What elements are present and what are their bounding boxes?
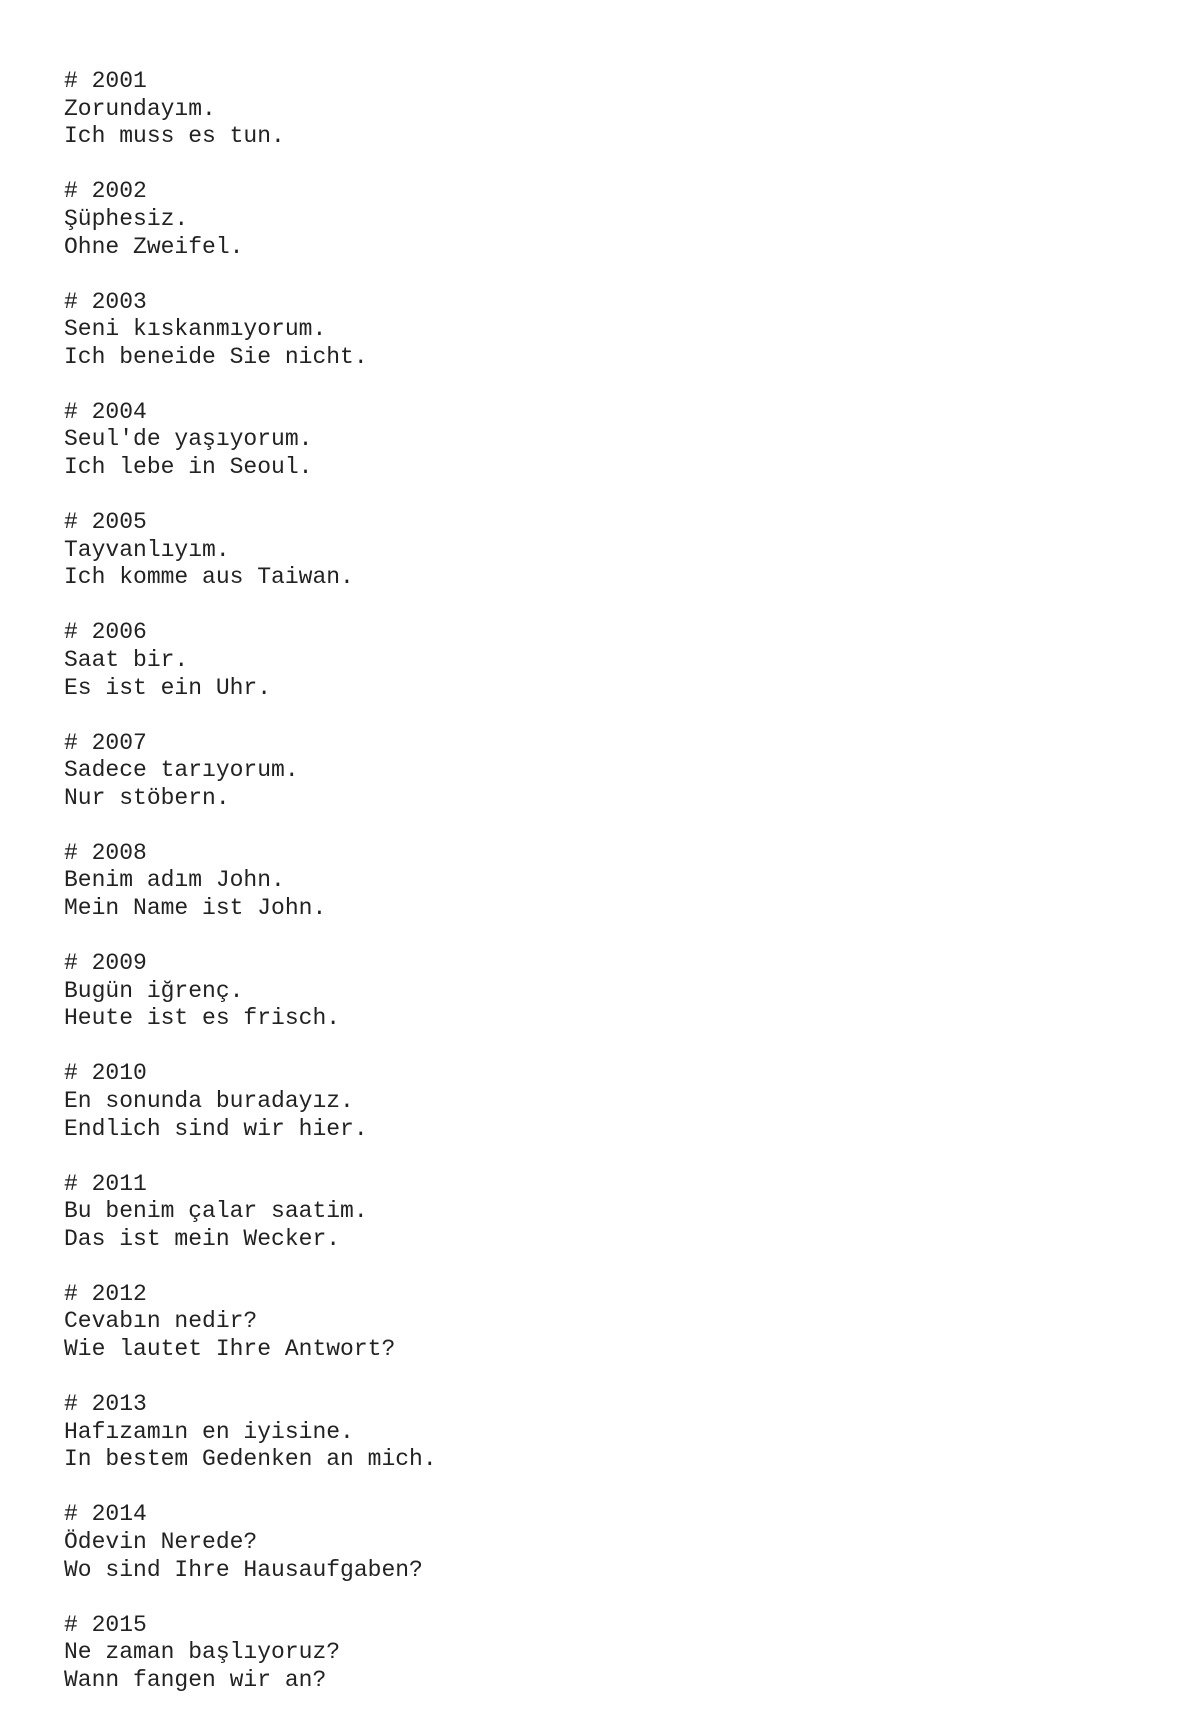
german-sentence: Ich muss es tun. xyxy=(64,123,285,150)
entry-number: # 2010 xyxy=(64,1060,147,1087)
entry-number: # 2011 xyxy=(64,1170,147,1197)
german-sentence: Wann fangen wir an? xyxy=(64,1666,327,1693)
entry-number: # 2008 xyxy=(64,839,147,866)
turkish-sentence: Tayvanlıyım. xyxy=(64,536,230,563)
german-sentence: Ohne Zweifel. xyxy=(64,233,244,260)
turkish-sentence: Seul'de yaşıyorum. xyxy=(64,426,313,453)
turkish-sentence: En sonunda buradayız. xyxy=(64,1087,354,1114)
german-sentence: Ich beneide Sie nicht. xyxy=(64,343,368,370)
german-sentence: Ich komme aus Taiwan. xyxy=(64,564,354,591)
german-sentence: Nur stöbern. xyxy=(64,784,230,811)
entry-number: # 2004 xyxy=(64,398,147,425)
document-page xyxy=(64,68,1164,1722)
german-sentence: Heute ist es frisch. xyxy=(64,1005,341,1032)
german-sentence: Mein Name ist John. xyxy=(64,895,327,922)
entry-number: # 2006 xyxy=(64,619,147,646)
entry-number: # 2015 xyxy=(64,1611,147,1638)
phrase-entry xyxy=(64,1612,1164,1695)
german-sentence: Das ist mein Wecker. xyxy=(64,1225,341,1252)
entry-number: # 2009 xyxy=(64,950,147,976)
phrase-entry xyxy=(64,399,1164,482)
phrase-entry xyxy=(64,950,1164,1033)
turkish-sentence: Bugün iğrenç. xyxy=(64,977,244,1004)
turkish-sentence: Benim adım John. xyxy=(64,867,285,894)
turkish-sentence: Seni kıskanmıyorum. xyxy=(64,316,327,343)
phrase-entry xyxy=(64,1060,1164,1143)
german-sentence: Wie lautet Ihre Antwort? xyxy=(64,1336,396,1363)
german-sentence: Es ist ein Uhr. xyxy=(64,674,272,701)
phrase-entry xyxy=(64,68,1164,151)
turkish-sentence: Sadece tarıyorum. xyxy=(64,757,299,784)
german-sentence: Wo sind Ihre Hausaufgaben? xyxy=(64,1556,423,1583)
entry-number: # 2005 xyxy=(64,509,147,535)
entry-number: # 2007 xyxy=(64,729,147,756)
turkish-sentence: Zorundayım. xyxy=(64,95,216,122)
german-sentence: Endlich sind wir hier. xyxy=(64,1115,368,1142)
turkish-sentence: Cevabın nedir? xyxy=(64,1308,258,1335)
phrase-entry xyxy=(64,619,1164,702)
german-sentence: Ich lebe in Seoul. xyxy=(64,454,313,481)
phrase-entry xyxy=(64,509,1164,592)
german-sentence: In bestem Gedenken an mich. xyxy=(64,1446,437,1473)
phrase-entry xyxy=(64,730,1164,813)
entry-number: # 2013 xyxy=(64,1391,147,1417)
entry-number: # 2014 xyxy=(64,1501,147,1528)
phrase-entry xyxy=(64,840,1164,923)
turkish-sentence: Ödevin Nerede? xyxy=(64,1528,258,1555)
entry-number: # 2001 xyxy=(64,68,147,94)
turkish-sentence: Hafızamın en iyisine. xyxy=(64,1418,354,1445)
entry-number: # 2002 xyxy=(64,178,147,205)
turkish-sentence: Şüphesiz. xyxy=(64,205,189,232)
entry-number: # 2003 xyxy=(64,288,147,315)
turkish-sentence: Bu benim çalar saatim. xyxy=(64,1198,368,1225)
turkish-sentence: Saat bir. xyxy=(64,646,189,673)
phrase-entry xyxy=(64,1171,1164,1254)
phrase-entry xyxy=(64,289,1164,372)
phrase-entry xyxy=(64,178,1164,261)
phrase-entry xyxy=(64,1501,1164,1584)
phrase-entry xyxy=(64,1391,1164,1474)
entry-number: # 2012 xyxy=(64,1280,147,1307)
turkish-sentence: Ne zaman başlıyoruz? xyxy=(64,1639,341,1666)
phrase-entry xyxy=(64,1281,1164,1364)
